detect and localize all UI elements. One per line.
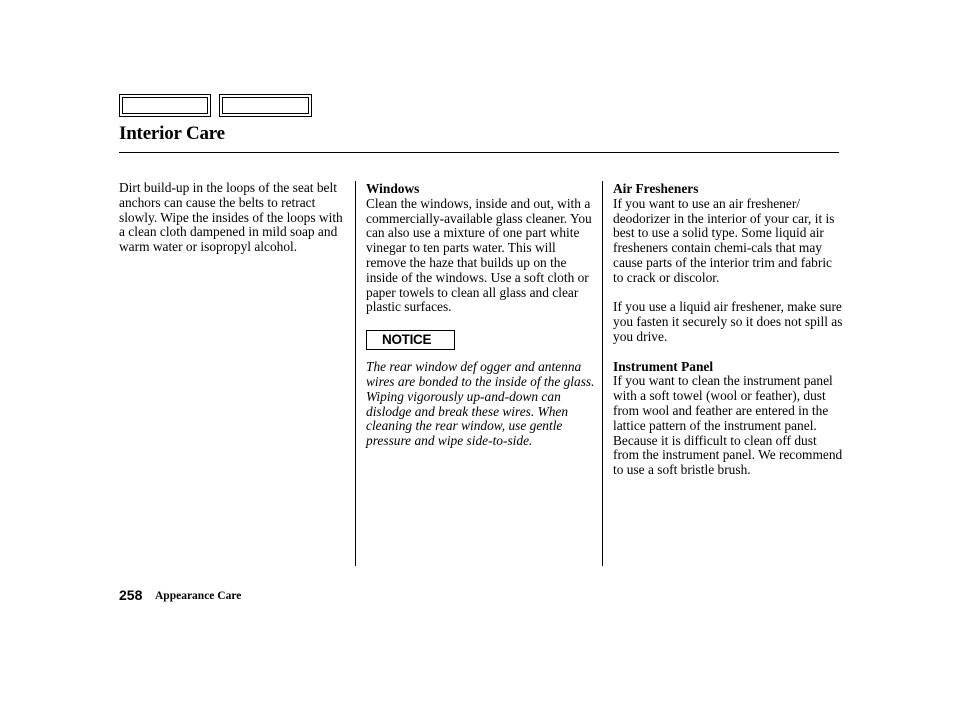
- column-windows: [366, 182, 596, 449]
- notice-badge: NOTICE: [366, 330, 455, 350]
- nav-tab-box-1[interactable]: [119, 94, 211, 117]
- air-fresheners-paragraph-1: If you want to use an air freshener/ deodorizer in the interior of your car, it is best to use a solid type. Some liquid air fresheners contain chemi-cals that may cause parts of the interior trim and fabric to crack or discolor.: [613, 195, 835, 285]
- column-divider-2: [602, 181, 603, 566]
- air-fresheners-heading: Air Fresheners: [613, 181, 699, 196]
- page-number: 258: [119, 587, 143, 603]
- column-divider-1: [355, 181, 356, 566]
- title-rule: [119, 152, 839, 153]
- instrument-panel-paragraph: If you want to clean the instrument panel with a soft towel (wool or feather), dust from wool and feather are entered in the lattice pattern of the instrument panel. Because it is difficult to clean off dust from the instrument panel. We recommend to use a soft bristle brush.: [613, 373, 843, 478]
- page-title: Interior Care: [119, 123, 225, 144]
- column-seat-belts: [119, 181, 347, 255]
- seat-belt-paragraph: Dirt build-up in the loops of the seat belt anchors can cause the belts to retract slowly. Wipe the insides of the loops with a clean cloth dampened in mild soap and warm water or isopropyl alcohol.: [119, 180, 343, 255]
- air-fresheners-paragraph-2: If you use a liquid air freshener, make sure you fasten it securely so it does not spill as you drive.: [613, 299, 843, 344]
- notice-paragraph: The rear window def ogger and antenna wires are bonded to the inside of the glass. Wiping vigorously up-and-down can dislodge and break these wires. When cleaning the rear window, use gentle pressure and wipe side-to-side.: [366, 359, 595, 449]
- nav-tab-box-2[interactable]: [219, 94, 312, 117]
- windows-heading: Windows: [366, 181, 420, 196]
- instrument-panel-heading: Instrument Panel: [613, 358, 714, 374]
- section-name: Appearance Care: [155, 590, 242, 602]
- column-fresheners: [613, 182, 845, 478]
- windows-paragraph: Clean the windows, inside and out, with a commercially-available glass cleaner. You can also use a mixture of one part white vinegar to ten parts water. This will remove the haze that builds up on the inside of the windows. Use a soft cloth or paper towels to clean all glass and clear plastic surfaces.: [366, 195, 592, 315]
